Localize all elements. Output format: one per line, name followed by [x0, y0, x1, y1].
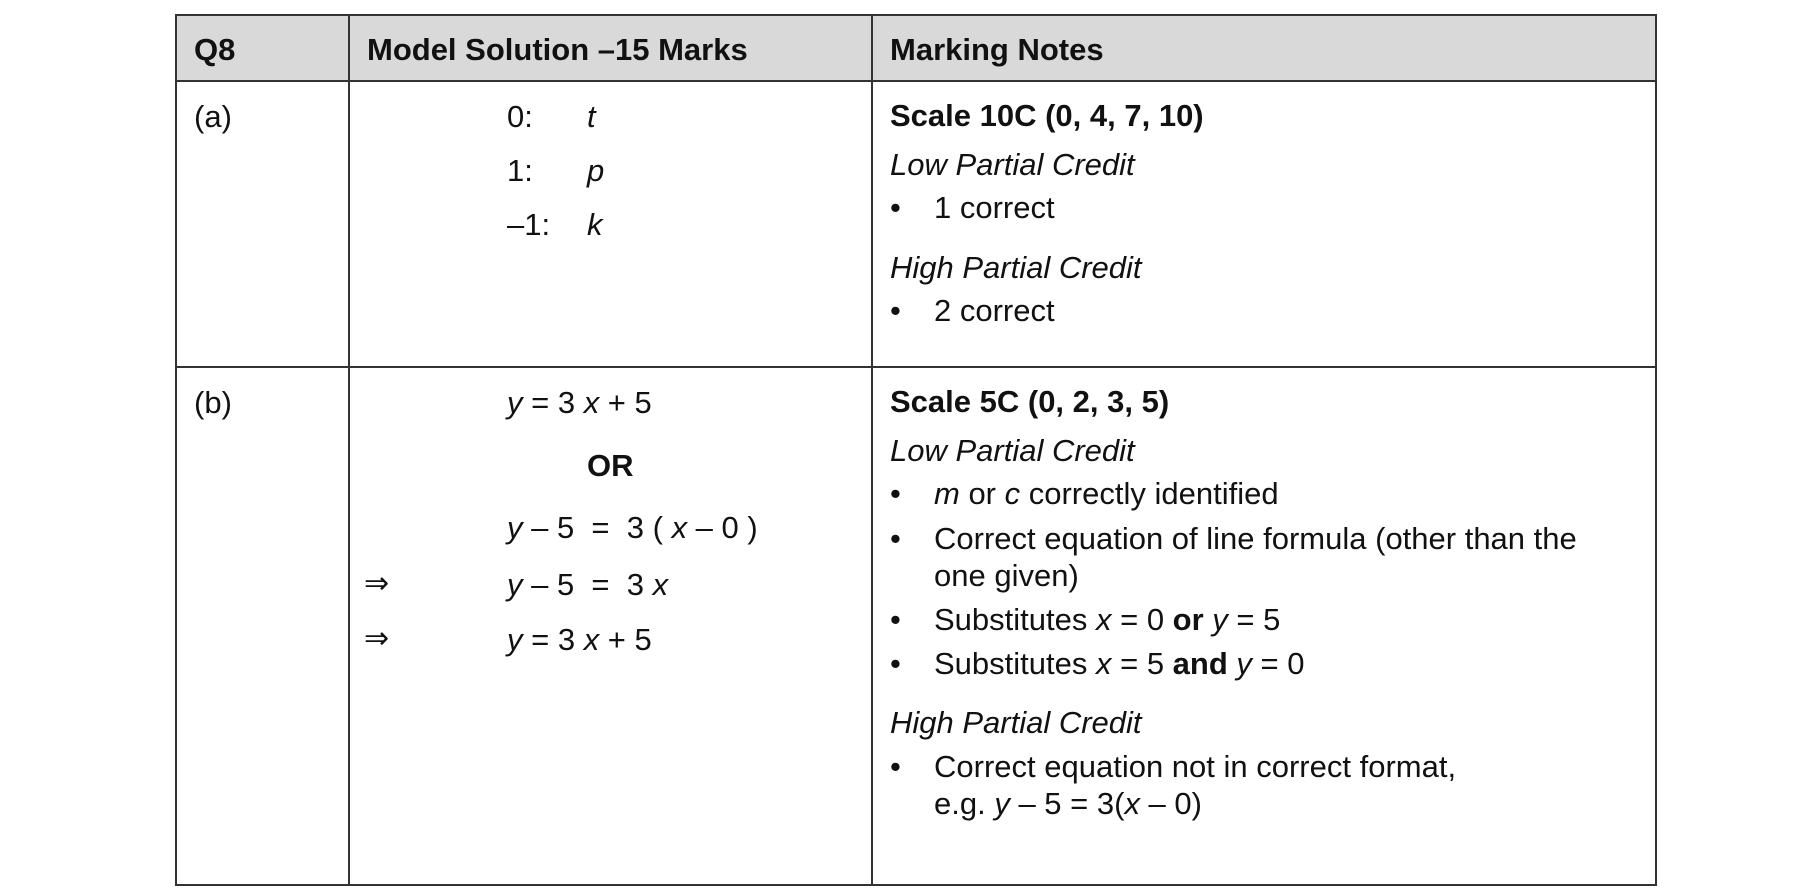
conj-text: or: [1172, 601, 1204, 637]
expr-part: + 5: [599, 622, 652, 657]
part-b-high-heading: High Partial Credit: [890, 705, 1142, 741]
text-part: correctly identified: [1020, 476, 1279, 512]
header-marking-notes-text: Marking Notes: [890, 32, 1104, 67]
part-b-label: [177, 368, 350, 884]
part-b-sol-line-2: [507, 509, 758, 546]
text-part: – 0): [1139, 785, 1202, 821]
part-a-sol-num-3: –1:: [507, 207, 551, 242]
text-part: e.g.: [934, 785, 995, 821]
var-x: x: [1095, 646, 1112, 682]
var-y: y: [994, 785, 1010, 821]
part-b-notes: [873, 368, 1655, 884]
part-a-low-list: [890, 189, 1655, 226]
var-x: x: [671, 510, 688, 545]
var-x: x: [1124, 785, 1140, 821]
part-b-sol-line-3: [507, 566, 668, 603]
part-a-sol-var-2: p: [587, 153, 605, 188]
part-b-low-item-2: • Correct equation of line formula (other than the one given): [890, 520, 1655, 594]
expr-part: = 3: [522, 622, 584, 657]
part-b-high-item-1: [890, 748, 1655, 822]
part-a-scale-title: Scale 10C (0, 4, 7, 10): [890, 98, 1204, 133]
var-y: y: [507, 622, 523, 657]
implies-arrow-icon: ⇒: [364, 621, 390, 656]
text-part: = 0: [1251, 646, 1305, 682]
part-a-high-heading: High Partial Credit: [890, 249, 1142, 285]
text-part: Substitutes: [934, 601, 1096, 637]
part-a-label: [177, 82, 350, 368]
var-x: x: [1095, 601, 1112, 637]
part-b-solution: [350, 368, 873, 884]
part-b-low-heading: Low Partial Credit: [890, 433, 1135, 469]
part-b-or: OR: [587, 448, 634, 483]
text-part: Substitutes: [934, 646, 1096, 682]
var-x: x: [583, 385, 600, 420]
text-part: = 5: [1227, 601, 1281, 637]
marking-scheme-table: [175, 14, 1657, 886]
var-c: c: [1004, 476, 1021, 512]
part-b-scale-title: Scale 5C (0, 2, 3, 5): [890, 384, 1170, 419]
var-y: y: [507, 510, 523, 545]
part-a-notes: [873, 82, 1655, 368]
expr-part: = 3: [522, 385, 584, 420]
part-b-low-list: [890, 475, 1655, 682]
header-marking-notes: [873, 16, 1655, 82]
part-b-low-item-1: [890, 475, 1655, 512]
var-y: y: [507, 567, 523, 602]
part-a-low-heading: Low Partial Credit: [890, 147, 1135, 183]
header-question: [177, 16, 350, 82]
part-a-high-list: [890, 292, 1655, 329]
header-model-solution-text: Model Solution –15 Marks: [367, 32, 748, 67]
part-b-low-item-3: [890, 601, 1655, 638]
text-part: = 0: [1111, 601, 1173, 637]
expr-part: – 5 = 3 (: [522, 510, 672, 545]
part-a-sol-var-1: t: [587, 99, 596, 134]
var-y: y: [507, 385, 523, 420]
header-question-text: Q8: [194, 32, 236, 67]
var-y: y: [1203, 601, 1228, 637]
part-a-label-text: (a): [194, 99, 232, 134]
text-part: – 5 = 3(: [1009, 785, 1125, 821]
part-a-low-item: • 1 correct: [890, 189, 1655, 226]
var-x: x: [652, 567, 669, 602]
var-x: x: [583, 622, 600, 657]
var-y: y: [1227, 646, 1252, 682]
header-model-solution: [350, 16, 873, 82]
implies-arrow-icon: ⇒: [364, 566, 390, 601]
expr-part: + 5: [599, 385, 652, 420]
part-a-high-item: • 2 correct: [890, 292, 1655, 329]
part-b-sol-line-1: [507, 384, 652, 421]
part-a-sol-num-1: 0:: [507, 99, 533, 134]
part-b-high-list: [890, 748, 1655, 822]
part-a-sol-num-2: 1:: [507, 153, 533, 188]
part-a-sol-var-3: k: [587, 207, 603, 242]
text-part: = 5: [1111, 646, 1173, 682]
part-a-solution: [350, 82, 873, 368]
var-m: m: [934, 476, 960, 512]
expr-part: – 0 ): [687, 510, 758, 545]
text-part: Correct equation not in correct format,: [934, 748, 1457, 784]
text-part: or: [959, 476, 1005, 512]
conj-text: and: [1172, 646, 1228, 682]
part-b-label-text: (b): [194, 385, 232, 420]
part-b-low-item-4: [890, 645, 1655, 682]
part-b-sol-line-4: [507, 621, 652, 658]
expr-part: – 5 = 3: [522, 567, 653, 602]
